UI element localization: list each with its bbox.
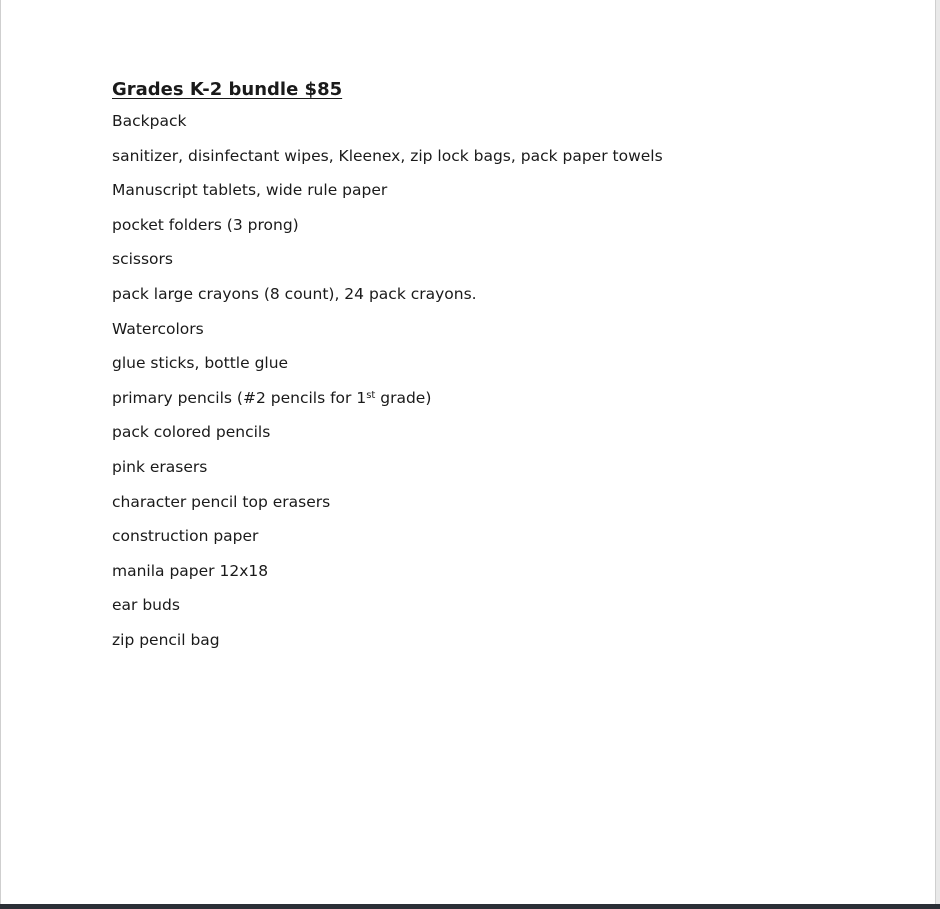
- window-bottom-bar: [0, 904, 940, 909]
- supply-item-cleaning: sanitizer, disinfectant wipes, Kleenex, zip lock bags, pack paper towels: [112, 146, 663, 165]
- supply-item-folders: pocket folders (3 prong): [112, 215, 299, 234]
- supply-item-construction-paper: construction paper: [112, 527, 259, 546]
- supply-list: [112, 111, 872, 665]
- supply-item-scissors: scissors: [112, 250, 173, 269]
- supply-item-crayons: pack large crayons (8 count), 24 pack crayons.: [112, 284, 477, 303]
- pencils-text-start: primary pencils (#2 pencils for 1: [112, 388, 367, 407]
- page-gutter: [936, 0, 940, 904]
- supply-item-pink-erasers: pink erasers: [112, 457, 208, 476]
- supply-item-colored-pencils: pack colored pencils: [112, 423, 271, 442]
- supply-item-tablets: Manuscript tablets, wide rule paper: [112, 181, 388, 200]
- bundle-heading: Grades K-2 bundle $85: [112, 79, 343, 100]
- supply-item-watercolors: Watercolors: [112, 319, 204, 338]
- document-body: [112, 77, 872, 665]
- pencils-text-end: grade): [375, 388, 432, 407]
- supply-item-manila-paper: manila paper 12x18: [112, 561, 269, 580]
- supply-item-backpack: Backpack: [112, 112, 187, 130]
- supply-item-pencil-bag: zip pencil bag: [112, 630, 220, 649]
- supply-item-glue: glue sticks, bottle glue: [112, 354, 289, 373]
- pencils-ordinal-suffix: st: [366, 389, 376, 401]
- supply-item-top-erasers: character pencil top erasers: [112, 492, 331, 511]
- supply-item-pencils: [112, 388, 872, 423]
- supply-item-ear-buds: ear buds: [112, 596, 180, 615]
